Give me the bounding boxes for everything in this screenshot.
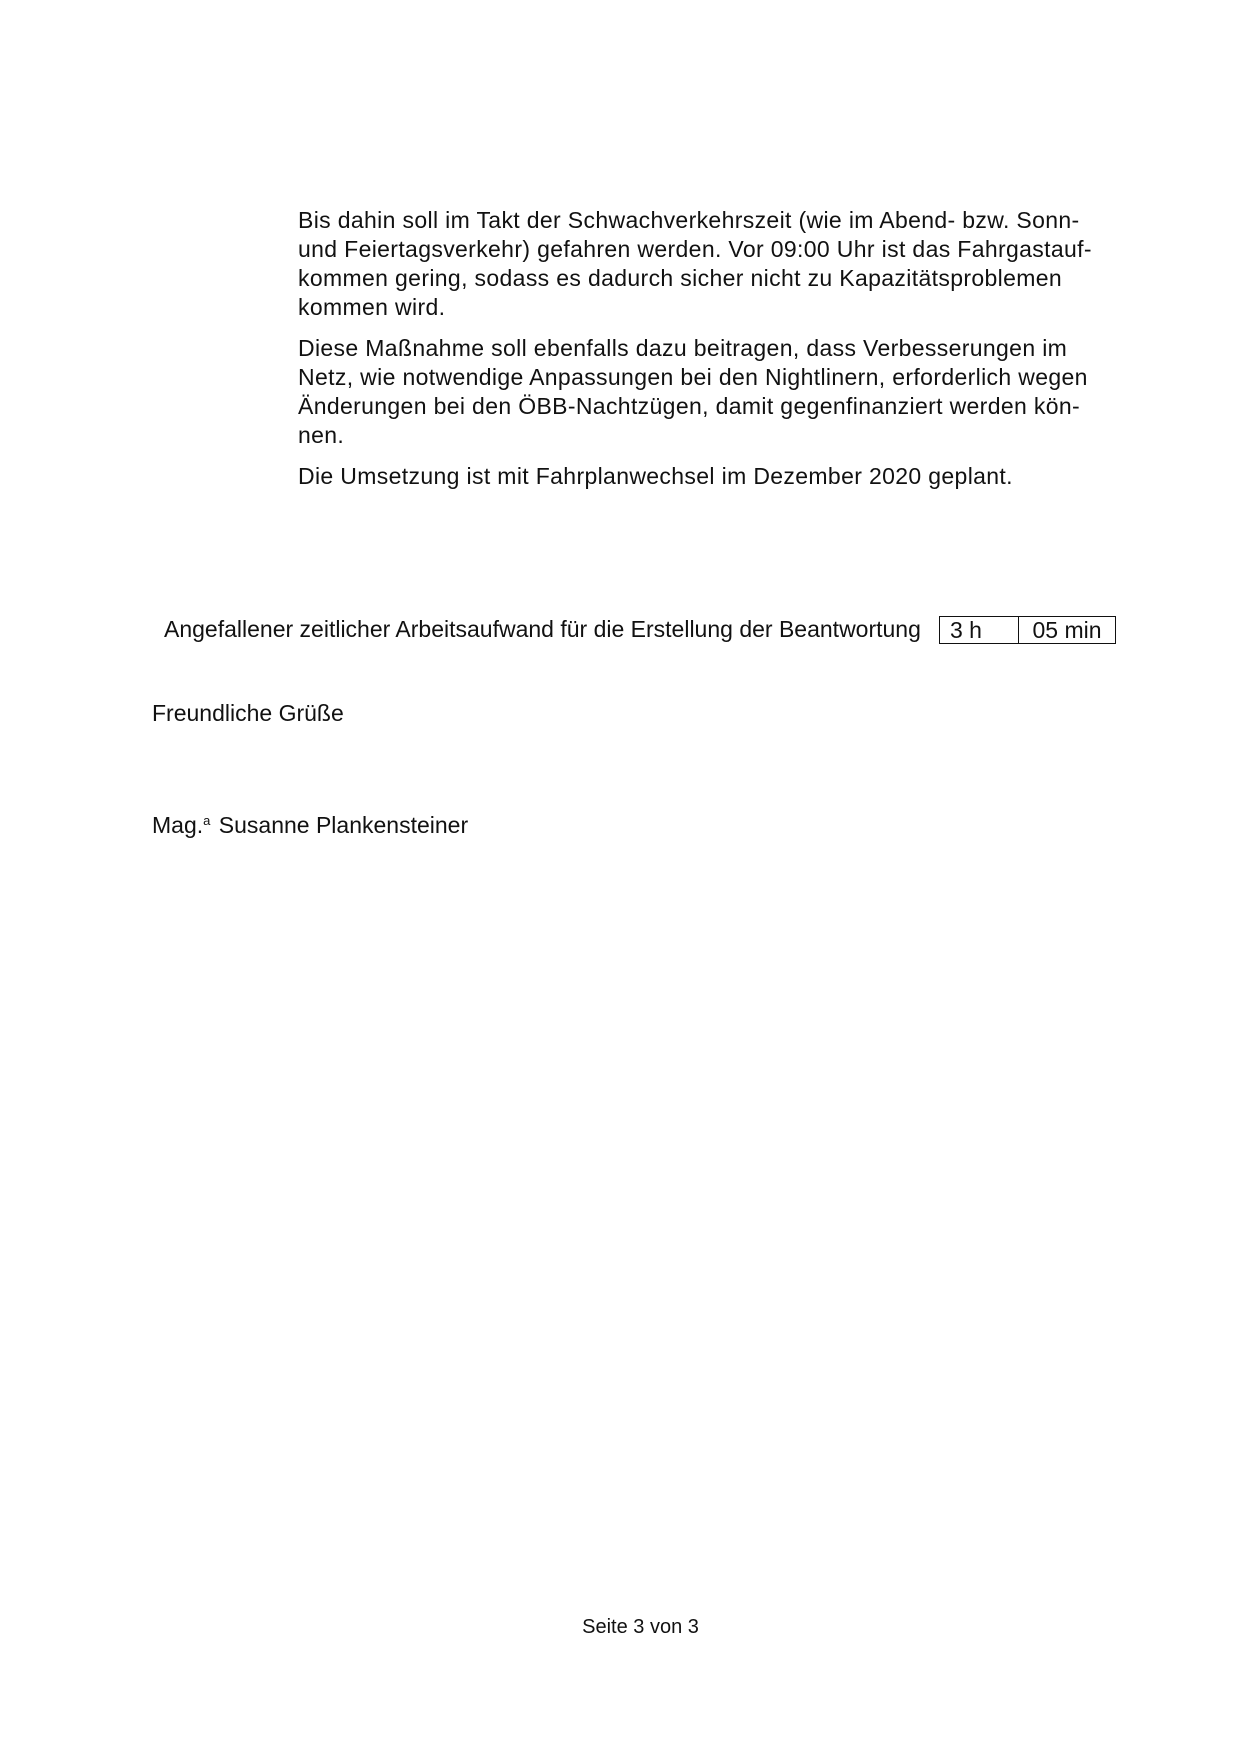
effort-box xyxy=(939,616,1116,644)
body-text xyxy=(298,206,1118,503)
effort-row xyxy=(164,615,1116,644)
effort-minutes: 05 min xyxy=(1032,616,1102,643)
effort-label: Angefallener zeitlicher Arbeitsaufwand für die Erstellung der Beantwortung xyxy=(164,616,921,642)
closing-greeting: Freundliche Grüße xyxy=(152,700,344,726)
paragraph-1: Bis dahin soll im Takt der Schwachverkehrszeit (wie im Abend- bzw. Sonn- und Feiertagsverkehr) gefahren werden. Vor 09:00 Uhr ist das Fahrgastauf- kommen gering, sodass es dadurch sicher nicht zu Kapazitätsproblemen kommen wird. xyxy=(298,207,1092,320)
signer-name: Susanne Plankensteiner xyxy=(218,812,469,838)
signer-title-superscript: a xyxy=(203,813,211,828)
effort-hours: 3 h xyxy=(940,617,1019,643)
signer-title: Mag. xyxy=(152,812,204,838)
paragraph-3: Die Umsetzung ist mit Fahrplanwechsel im Dezember 2020 geplant. xyxy=(298,463,1013,489)
page-number: Seite 3 von 3 xyxy=(582,1616,699,1638)
paragraph-2: Diese Maßnahme soll ebenfalls dazu beitragen, dass Verbesserungen im Netz, wie notwendige Anpassungen bei den Nightlinern, erforderlich wegen Änderungen bei den ÖBB-Nachtzügen, damit gegenfinanziert werden kön- nen. xyxy=(298,335,1088,448)
signature xyxy=(152,812,468,839)
